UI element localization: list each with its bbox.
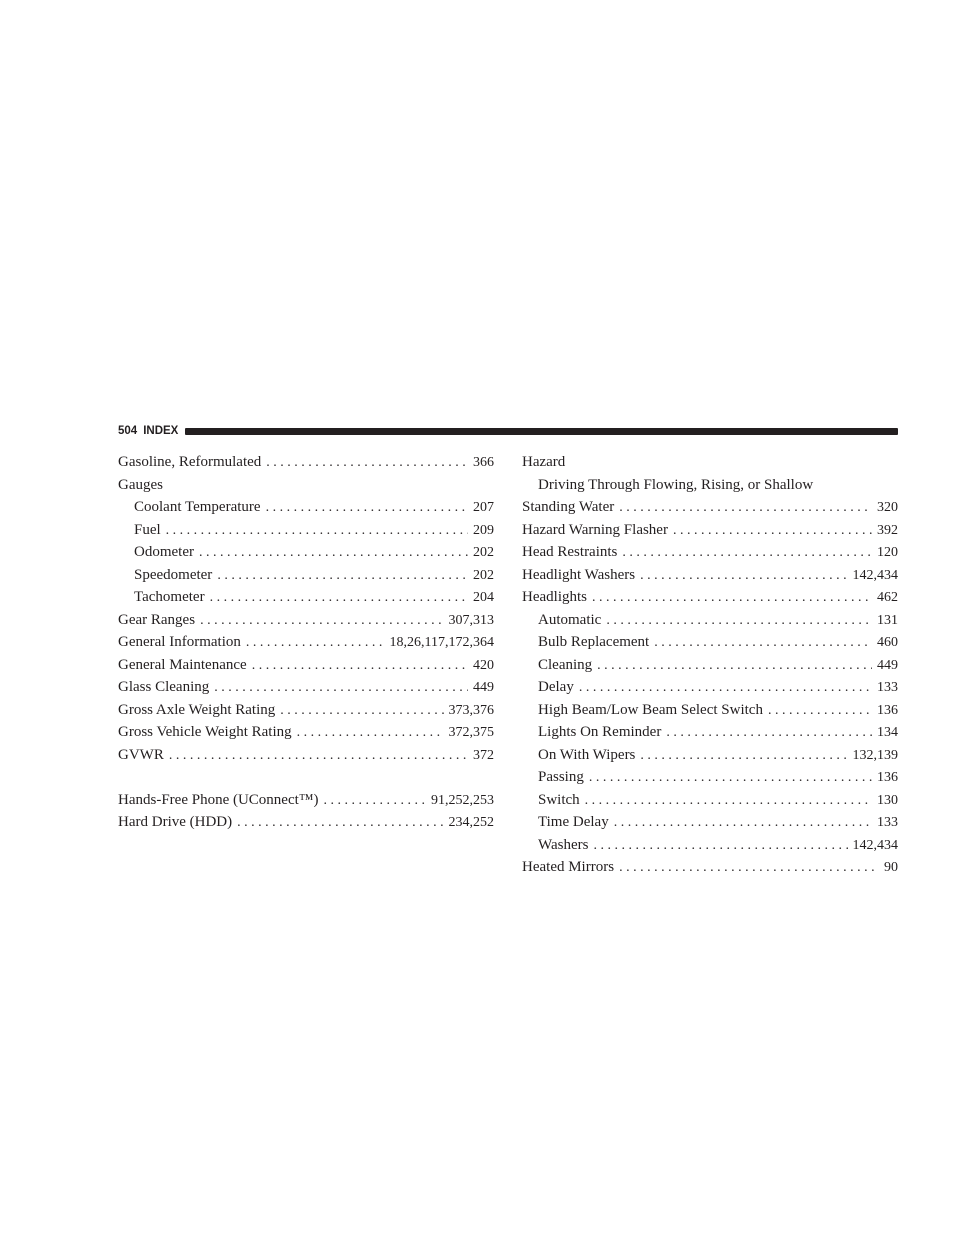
index-entry-name: Gross Axle Weight Rating xyxy=(118,701,276,718)
index-entry-name: Time Delay xyxy=(538,814,609,830)
index-heading-gauges: Gauges xyxy=(118,476,163,493)
index-entry-name: Heated Mirrors xyxy=(522,859,615,875)
index-entry-name: Cleaning xyxy=(538,656,593,673)
index-column-right xyxy=(522,451,898,879)
index-entry xyxy=(522,676,898,699)
index-entry-name: Speedometer xyxy=(134,566,213,583)
index-entry xyxy=(118,586,494,609)
index-entry-name: General Information xyxy=(118,634,241,650)
dot-leader xyxy=(246,632,385,655)
index-entry-name: Gear Ranges xyxy=(118,611,196,628)
index-entry xyxy=(522,564,898,587)
index-entry xyxy=(118,496,494,519)
index-entry-pages: 132,139 xyxy=(852,747,898,763)
index-entry-name: Delay xyxy=(538,679,574,695)
index-entry-pages: 204 xyxy=(473,590,494,605)
index-entry-pages: 207 xyxy=(473,500,494,515)
index-group xyxy=(118,789,494,834)
dot-leader xyxy=(768,700,872,723)
index-entry-pages: 202 xyxy=(473,545,494,560)
index-entry xyxy=(522,811,898,834)
index-entry-name: Hands-Free Phone (UConnect™) xyxy=(118,791,319,808)
index-entry xyxy=(522,654,898,677)
dot-leader xyxy=(280,700,443,723)
index-entry-pages: 134 xyxy=(877,725,898,740)
index-entry xyxy=(118,654,494,677)
index-entry xyxy=(118,699,494,722)
index-entry-pages: 307,313 xyxy=(448,612,494,628)
index-entry-name: Tachometer xyxy=(134,589,205,605)
index-entry-pages: 234,252 xyxy=(448,815,494,830)
dot-leader xyxy=(214,677,468,700)
dot-leader xyxy=(640,565,847,588)
index-entry-name: Switch xyxy=(538,791,580,808)
index-entry xyxy=(522,631,898,654)
page-header xyxy=(118,424,898,438)
index-entry xyxy=(522,586,898,609)
index-entry-name: High Beam/Low Beam Select Switch xyxy=(538,701,763,718)
dot-leader xyxy=(673,520,872,543)
index-entry-pages: 420 xyxy=(473,657,494,673)
dot-leader xyxy=(217,565,468,588)
index-entry-name: Gasoline, Reformulated xyxy=(118,454,262,470)
dot-leader xyxy=(593,835,847,858)
dot-leader xyxy=(266,497,468,520)
index-entry xyxy=(118,541,494,564)
index-entry xyxy=(118,451,494,474)
index-entry xyxy=(522,766,898,789)
index-entry-name: Washers xyxy=(538,836,589,853)
index-entry-pages: 392 xyxy=(877,522,898,538)
dot-leader xyxy=(237,812,443,835)
index-entry xyxy=(522,496,898,519)
dot-leader xyxy=(589,767,872,790)
index-entry-pages: 373,376 xyxy=(448,702,494,718)
index-group xyxy=(522,856,898,879)
index-entry-pages: 460 xyxy=(877,635,898,650)
index-entry-name: Automatic xyxy=(538,611,602,628)
index-entry-pages: 133 xyxy=(877,815,898,830)
index-entry xyxy=(522,744,898,767)
dot-leader xyxy=(606,610,872,633)
index-group xyxy=(118,609,494,767)
index-entry xyxy=(522,541,898,564)
index-entry-name: GVWR xyxy=(118,746,164,763)
dot-leader xyxy=(640,745,847,768)
index-group xyxy=(522,496,898,609)
index-entry-name: Headlights xyxy=(522,589,587,605)
index-entry-pages: 462 xyxy=(877,590,898,605)
dot-leader xyxy=(169,745,468,768)
index-entry xyxy=(118,721,494,744)
index-entry-name: Hazard Warning Flasher xyxy=(522,521,668,538)
index-entry-pages: 320 xyxy=(877,500,898,515)
index-subheading-driving-through-water: Driving Through Flowing, Rising, or Shallow xyxy=(538,476,814,493)
index-entry-name: Fuel xyxy=(134,521,161,538)
index-entry xyxy=(522,856,898,879)
index-group-headlights xyxy=(522,609,898,857)
dot-leader xyxy=(200,610,443,633)
index-entry-pages: 130 xyxy=(877,792,898,808)
index-entry xyxy=(522,721,898,744)
index-entry xyxy=(118,631,494,654)
index-entry-name: Glass Cleaning xyxy=(118,679,210,695)
index-entry-pages: 209 xyxy=(473,522,494,538)
index-spacer xyxy=(118,766,494,789)
index-entry-pages: 142,434 xyxy=(852,837,898,853)
index-entry-name: Hard Drive (HDD) xyxy=(118,814,233,830)
dot-leader xyxy=(266,452,468,475)
index-entry xyxy=(522,519,898,542)
index-entry-pages: 90 xyxy=(884,860,898,875)
dot-leader xyxy=(666,722,872,745)
index-entry-pages: 18,26,117,172,364 xyxy=(389,635,494,650)
index-entry xyxy=(118,789,494,812)
index-entry-name: Headlight Washers xyxy=(522,566,636,583)
section-title: INDEX xyxy=(143,425,179,437)
index-entry xyxy=(118,676,494,699)
index-entry xyxy=(522,609,898,632)
dot-leader xyxy=(585,790,872,813)
index-group xyxy=(118,451,494,474)
dot-leader xyxy=(579,677,872,700)
index-entry-pages: 449 xyxy=(473,680,494,695)
index-group-gauges xyxy=(118,496,494,609)
index-entry-pages: 366 xyxy=(473,455,494,470)
header-rule xyxy=(185,428,898,435)
index-entry xyxy=(118,564,494,587)
index-entry xyxy=(522,789,898,812)
index-entry-name: Passing xyxy=(538,769,584,785)
index-entry xyxy=(118,609,494,632)
page-number: 504 xyxy=(118,425,138,437)
index-entry-name: Odometer xyxy=(134,544,194,560)
index-entry-name: Coolant Temperature xyxy=(134,499,261,515)
dot-leader xyxy=(614,812,872,835)
index-entry-name: On With Wipers xyxy=(538,746,636,763)
index-column-left xyxy=(118,451,494,834)
index-entry-name: Head Restraints xyxy=(522,544,618,560)
index-entry-name: Standing Water xyxy=(522,499,615,515)
index-entry-pages: 136 xyxy=(877,702,898,718)
index-entry-pages: 142,434 xyxy=(852,567,898,583)
dot-leader xyxy=(324,790,427,813)
index-entry xyxy=(118,744,494,767)
dot-leader xyxy=(622,542,872,565)
dot-leader xyxy=(592,587,872,610)
index-entry xyxy=(118,519,494,542)
index-entry xyxy=(118,811,494,834)
dot-leader xyxy=(166,520,468,543)
dot-leader xyxy=(252,655,468,678)
dot-leader xyxy=(619,857,879,880)
index-entry-pages: 449 xyxy=(877,657,898,673)
index-heading-hazard: Hazard xyxy=(522,454,566,470)
dot-leader xyxy=(210,587,468,610)
index-entry-pages: 133 xyxy=(877,680,898,695)
index-entry-pages: 372 xyxy=(473,747,494,763)
index-entry-name: General Maintenance xyxy=(118,656,247,673)
dot-leader xyxy=(654,632,872,655)
dot-leader xyxy=(619,497,872,520)
index-entry-name: Gross Vehicle Weight Rating xyxy=(118,724,292,740)
index-entry-pages: 91,252,253 xyxy=(431,792,494,808)
index-entry xyxy=(522,834,898,857)
index-entry-name: Bulb Replacement xyxy=(538,634,650,650)
dot-leader xyxy=(297,722,444,745)
dot-leader xyxy=(199,542,468,565)
index-entry-name: Lights On Reminder xyxy=(538,724,662,740)
index-entry-pages: 202 xyxy=(473,567,494,583)
index-entry-pages: 136 xyxy=(877,770,898,785)
index-entry-pages: 131 xyxy=(877,612,898,628)
index-entry-pages: 120 xyxy=(877,545,898,560)
dot-leader xyxy=(597,655,872,678)
index-entry-pages: 372,375 xyxy=(448,725,494,740)
index-entry xyxy=(522,699,898,722)
